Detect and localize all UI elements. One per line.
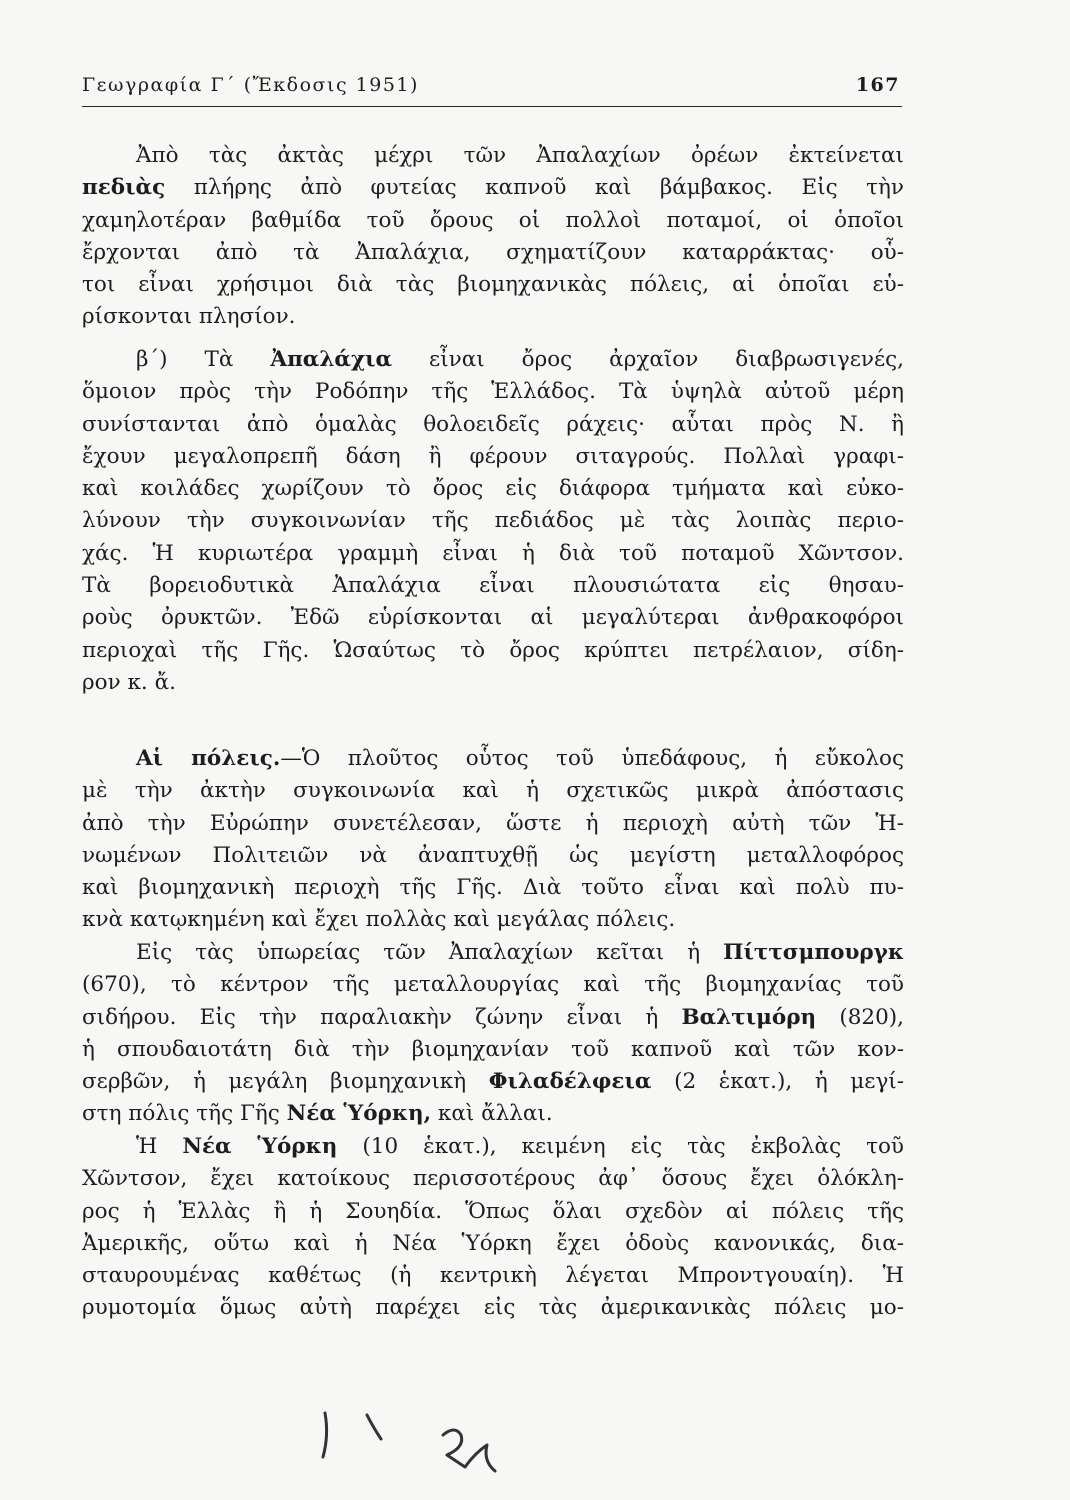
text-line: χάς. Ἡ κυριωτέρα γραμμὴ εἶναι ἡ διὰ τοῦ ποταμοῦ Χῶντσον. bbox=[82, 540, 904, 566]
text-line: νωμένων Πολιτειῶν νὰ ἀναπτυχθῇ ὡς μεγίστη μεταλλοφόρος bbox=[82, 842, 904, 868]
text-line: Εἰς τὰς ὑπωρείας τῶν Ἀπαλαχίων κεῖται ἡ Πίττσμπουργκ bbox=[136, 940, 904, 965]
section-heading-cities: Αἱ πόλεις. bbox=[136, 746, 281, 771]
bold-term-appalachians: Ἀπαλάχια bbox=[270, 347, 393, 372]
text-line: σερβῶν, ἡ μεγάλη βιομηχανικὴ Φιλαδέλφεια (2 ἑκατ.), ἡ μεγί- bbox=[82, 1069, 904, 1095]
bold-term-pittsburgh: Πίττσμπουργκ bbox=[723, 940, 904, 965]
text-line: ἔχουν μεγαλοπρεπῆ δάση ἢ φέρουν σιταγρούς. Πολλαὶ γραφι- bbox=[82, 443, 904, 469]
text-line: ροὺς ὀρυκτῶν. Ἐδῶ εὑρίσκονται αἱ μεγαλύτεραι ἀνθρακοφόροι bbox=[82, 605, 904, 631]
text-line: Αἱ πόλεις.—Ὁ πλοῦτος οὗτος τοῦ ὑπεδάφους, ἡ εὔκολος bbox=[136, 746, 904, 771]
text-line: Ἀπὸ τὰς ἀκτὰς μέχρι τῶν Ἀπαλαχίων ὀρέων ἐκτείνεται bbox=[136, 143, 904, 168]
text-line: χαμηλοτέραν βαθμίδα τοῦ ὄρους οἱ πολλοὶ ποταμοί, οἱ ὁποῖοι bbox=[82, 207, 904, 233]
text-line: Ἀμερικῆς, οὕτω καὶ ἡ Νέα Ὑόρκη ἔχει ὁδοὺς κανονικάς, δια- bbox=[82, 1230, 904, 1256]
text-line: Χῶντσον, ἔχει κατοίκους περισσοτέρους ἀφ᾿ ὅσους ἔχει ὁλόκλη- bbox=[82, 1166, 904, 1192]
text-line: ἔρχονται ἀπὸ τὰ Ἀπαλάχια, σχηματίζουν καταρράκτας· οὗ- bbox=[82, 239, 904, 265]
text-line: καὶ βιομηχανικὴ περιοχὴ τῆς Γῆς. Διὰ τοῦτο εἶναι καὶ πολὺ πυ- bbox=[82, 875, 904, 901]
text-line: σταυρουμένας καθέτως (ἡ κεντρικὴ λέγεται Μπροντγουαίη). Ἡ bbox=[82, 1263, 904, 1289]
handwritten-marks bbox=[315, 1405, 515, 1485]
text-line: λύνουν τὴν συγκοινωνίαν τῆς πεδιάδος μὲ τὰς λοιπὰς περιο- bbox=[82, 508, 904, 534]
bold-term-plain: πεδιὰς bbox=[82, 175, 166, 201]
paragraph-cities bbox=[82, 743, 904, 937]
text-line: β΄) Τὰ Ἀπαλάχια εἶναι ὄρος ἀρχαῖον διαβρωσιγενές, bbox=[136, 347, 904, 372]
paragraph-appalachians bbox=[82, 344, 904, 699]
text-line: πεδιὰς πλήρης ἀπὸ φυτείας καπνοῦ καὶ βάμβακος. Εἰς τὴν bbox=[82, 175, 904, 201]
paragraph-pittsburgh bbox=[82, 937, 904, 1131]
running-header bbox=[82, 66, 902, 107]
text-line: ὅμοιον πρὸς τὴν Ροδόπην τῆς Ἑλλάδος. Τὰ ὑψηλὰ αὐτοῦ μέρη bbox=[82, 379, 904, 405]
text-line: Ἡ Νέα Ὑόρκη (10 ἑκατ.), κειμένη εἰς τὰς ἐκβολὰς τοῦ bbox=[136, 1134, 904, 1159]
text-line: καὶ κοιλάδες χωρίζουν τὸ ὄρος εἰς διάφορα τμήματα καὶ εὐκο- bbox=[82, 476, 904, 502]
text-line: περιοχαὶ τῆς Γῆς. Ὡσαύτως τὸ ὄρος κρύπτει πετρέλαιον, σίδη- bbox=[82, 637, 904, 663]
header-title: Γεωγραφία Γ΄ (Ἔκδοσις 1951) bbox=[82, 74, 419, 96]
text-line: τοι εἶναι χρήσιμοι διὰ τὰς βιομηχανικὰς πόλεις, αἱ ὁποῖαι εὑ- bbox=[82, 272, 904, 298]
bold-term-new-york: Νέα Ὑόρκη, bbox=[286, 1101, 432, 1127]
text-line: (670), τὸ κέντρον τῆς μεταλλουργίας καὶ τῆς βιομηχανίας τοῦ bbox=[82, 972, 904, 998]
text-line: κνὰ κατῳκημένη καὶ ἔχει πολλὰς καὶ μεγάλας πόλεις. bbox=[82, 907, 676, 933]
text-line: ρον κ. ἄ. bbox=[82, 669, 176, 695]
text-line: στη πόλις τῆς Γῆς Νέα Ὑόρκη, καὶ ἄλλαι. bbox=[82, 1101, 553, 1127]
text-line: ρος ἡ Ἑλλὰς ἢ ἡ Σουηδία. Ὅπως ὅλαι σχεδὸν αἱ πόλεις τῆς bbox=[82, 1198, 904, 1224]
text-line: Τὰ βορειοδυτικὰ Ἀπαλάχια εἶναι πλουσιώτατα εἰς θησαυ- bbox=[82, 573, 904, 599]
text-line: μὲ τὴν ἀκτὴν συγκοινωνία καὶ ἡ σχετικῶς μικρὰ ἀπόστασις bbox=[82, 778, 904, 804]
text-line: ἀπὸ τὴν Εὐρώπην συνετέλεσαν, ὥστε ἡ περιοχὴ αὐτὴ τῶν Ἡ- bbox=[82, 810, 904, 836]
text-line: ἡ σπουδαιοτάτη διὰ τὴν βιομηχανίαν τοῦ καπνοῦ καὶ τῶν κον- bbox=[82, 1036, 904, 1062]
text-line: συνίστανται ἀπὸ ὁμαλὰς θολοειδεῖς ράχεις· αὗται πρὸς Ν. ἢ bbox=[82, 411, 904, 437]
paragraph-new-york bbox=[82, 1131, 904, 1325]
bold-term-baltimore: Βαλτιμόρη bbox=[681, 1004, 817, 1030]
pencil-scribble-icon bbox=[315, 1405, 515, 1485]
bold-term-philadelphia: Φιλαδέλφεια bbox=[488, 1069, 652, 1095]
text-line: σιδήρου. Εἰς τὴν παραλιακὴν ζώνην εἶναι ἡ Βαλτιμόρη (820), bbox=[82, 1004, 904, 1030]
text-line: ρυμοτομία ὅμως αὐτὴ παρέχει εἰς τὰς ἀμερικανικὰς πόλεις μο- bbox=[82, 1295, 904, 1321]
text-line: ρίσκονται πλησίον. bbox=[82, 304, 296, 330]
page-number: 167 bbox=[855, 74, 900, 96]
paragraph-plain bbox=[82, 140, 904, 334]
bold-term-new-york: Νέα Ὑόρκη bbox=[182, 1134, 338, 1159]
